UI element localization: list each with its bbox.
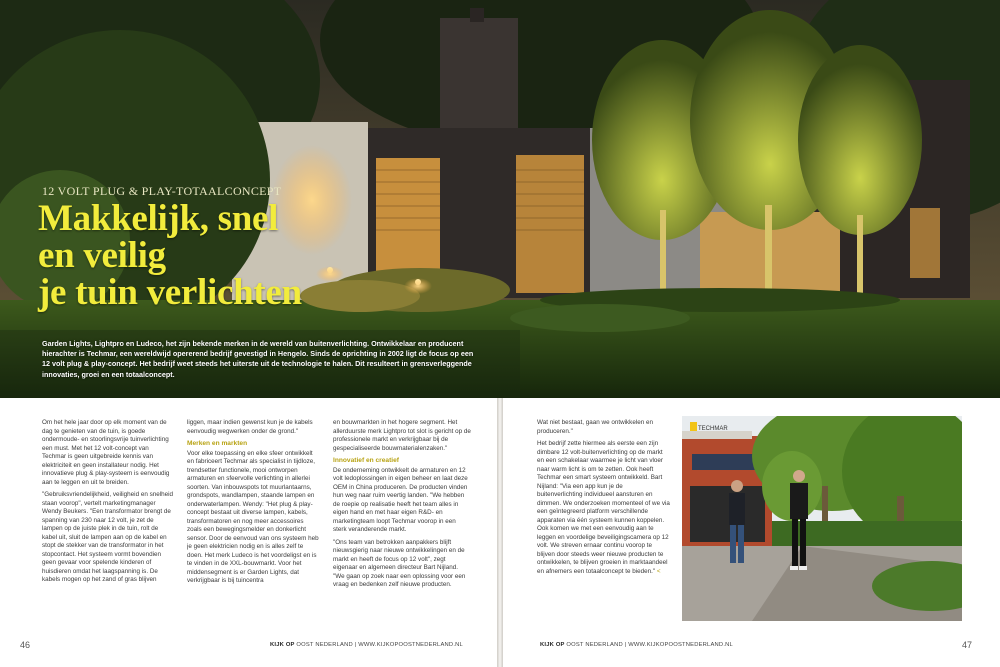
section-heading: Merken en markten: [187, 440, 248, 447]
paragraph: "Gebruiksvriendelijkheid, veiligheid en snelheid staan voorop", vertelt marketingmanager Wendy Beukers. "Een transformator brengt de spanning van 230 naar 12 volt, je zet de lampen op de juiste plek in de tuin, rolt de kabel uit, sluit de lampen aan op de kabel en stopt de stekker van de transformator in het stopcontact. Het systeem vormt bovendien geen gevaar voor spelende kinderen of huisdieren omdat het laagspanning is. De kabels mogen op het zand of gras blijven: [42, 491, 174, 583]
headline-line: Makkelijk, snel: [38, 198, 279, 239]
paragraph: "Ons team van betrokken aanpakkers blijft nieuwsgierig naar nieuwe ontwikkelingen en de markt en heeft de focus op 12 volt", zegt eigenaar en algemeen directeur Bart Nijland. "We gaan op zoek naar een oplossing voor een vraag en bedenken zelf nieuwe producten.: [333, 538, 466, 588]
page-number-right: 47: [962, 640, 973, 650]
text-column-2: [187, 419, 319, 627]
techmar-building-photo: [682, 416, 962, 621]
paragraph: Voor elke toepassing en elke sfeer ontwikkelt en fabriceert Techmar als specialist in tijdloze, trendsetter functionele, mooi ontworpen armaturen en sfeervolle verlichting in allerlei soorten. Van inbouwspots tot muurlantaarns, grondspots, wandlampen, staande lampen en onderwaterlampen. Wendy: "Het plug & play-concept bestaat uit diverse lampen, kabels, transformatoren en nog meer accessoires zoals een bewegingsmelder en donkerlicht sensor. Door de eenvoud van ons systeem heb je geen elektricien nodig en is alles zelf te doen. Het merk Ludeco is het voordeligst en is te vinden in de XXL-bouwmarkt. Voor het middensegment is er Garden Lights, dat verkrijgbaar is bij tuincentra: [187, 449, 319, 584]
page-number-left: 46: [20, 640, 31, 650]
text-column-1: [42, 419, 174, 627]
article-headline: [38, 200, 398, 311]
section-heading: Innovatief en creatief: [333, 457, 399, 464]
footer-publication-right: [540, 642, 733, 648]
paragraph: De onderneming ontwikkelt de armaturen en 12 volt ledoplossingen in eigen beheer en laat deze OEM in China produceren. De producten vinden hun weg naar ruim veertig landen. "We hebben de roepie op realisatie heeft het team alles in eigen hand en met haar eigen R&D- en marketingteam loopt Techmar voorop in een sterk veranderende markt.: [333, 466, 468, 533]
footer-publication-left: [270, 642, 463, 648]
text-column-4: [537, 419, 670, 624]
paragraph: Wat niet bestaat, gaan we ontwikkelen en produceren.": [537, 419, 653, 435]
headline-line: en veilig: [38, 235, 166, 276]
paragraph-text: Het bedrijf zette hiermee als eerste een zijn dimbare 12 volt-buitenverlichting op de markt en een schakelaar waarmee je licht van vloer naar warm licht is om te zetten. Ook heeft Techmar een smart systeem ontwikkeld. Bart Nijland: "Via een app kun je de buitenverlichting individueel aansturen en dimmen. We onderzoeken momenteel of we via een geïntegreerd platform verschillende apparaten via één systeem kunnen koppelen. Ook komen we met een eenvoudig aan te leggen en voordelige beveiligingscamera op 12 volt. We streven ernaar continu voorop te blijven door steeds weer nieuwe producten te ontwikkelen, te blijven groeien in marktaandeel en afnemers een totaalconcept te bieden.": [537, 440, 670, 575]
article-kicker: 12 VOLT PLUG & PLAY-TOTAALCONCEPT: [42, 184, 282, 198]
portrait-photo: [682, 416, 962, 621]
paragraph: en bouwmarkten in het hogere segment. Het allerduurste merk Lightpro tot slot is gericht op de professionele markt en verkrijgbaar bij de gespecialiseerde bouwmaterialenzaken.": [333, 419, 471, 452]
sign-text: TECHMAR: [698, 426, 728, 432]
headline-line: je tuin verlichten: [38, 272, 302, 313]
text-column-3: [333, 419, 471, 627]
footer-brand: KIJK OP: [540, 642, 565, 648]
footer-brand: KIJK OP: [270, 642, 295, 648]
page-gutter: [497, 398, 503, 667]
end-mark-icon: <: [656, 567, 661, 575]
paragraph: [537, 440, 670, 576]
footer-url: OOST NEDERLAND | WWW.KIJKOPOOSTNEDERLAND.NL: [564, 642, 733, 648]
logo-icon: [690, 422, 697, 431]
paragraph: Om het hele jaar door op elk moment van de dag te genieten van de tuin, is goede ondermoude- en stoorlingsvrije tuinverlichting een must. Met het 12 volt-concept van Techmar is geen uitgebreide kennis van elektriciteit en geen installateur nodig. Het innovatieve plug & play-systeem is eenvoudig aan te leggen en uit te breiden.: [42, 419, 170, 486]
paragraph: liggen, maar indien gewenst kun je de kabels eenvoudig wegwerken onder de grond.": [187, 419, 313, 435]
article-lead: Garden Lights, Lightpro en Ludeco, het zijn bekende merken in de wereld van buitenverlichting. Ontwikkelaar en producent hierachter is Techmar, een wereldwijd opererend bedrijf gevestigd in Hengelo. Sinds de oprichting in 2002 ligt de focus op een 12 volt plug & play-concept. Het bedrijf weet steeds het uiterste uit de technologie te halen. Dit resulteert in grensverleggende innovaties, groei en een totaalconcept.: [42, 339, 474, 379]
footer-url: OOST NEDERLAND | WWW.KIJKOPOOSTNEDERLAND.NL: [294, 642, 463, 648]
